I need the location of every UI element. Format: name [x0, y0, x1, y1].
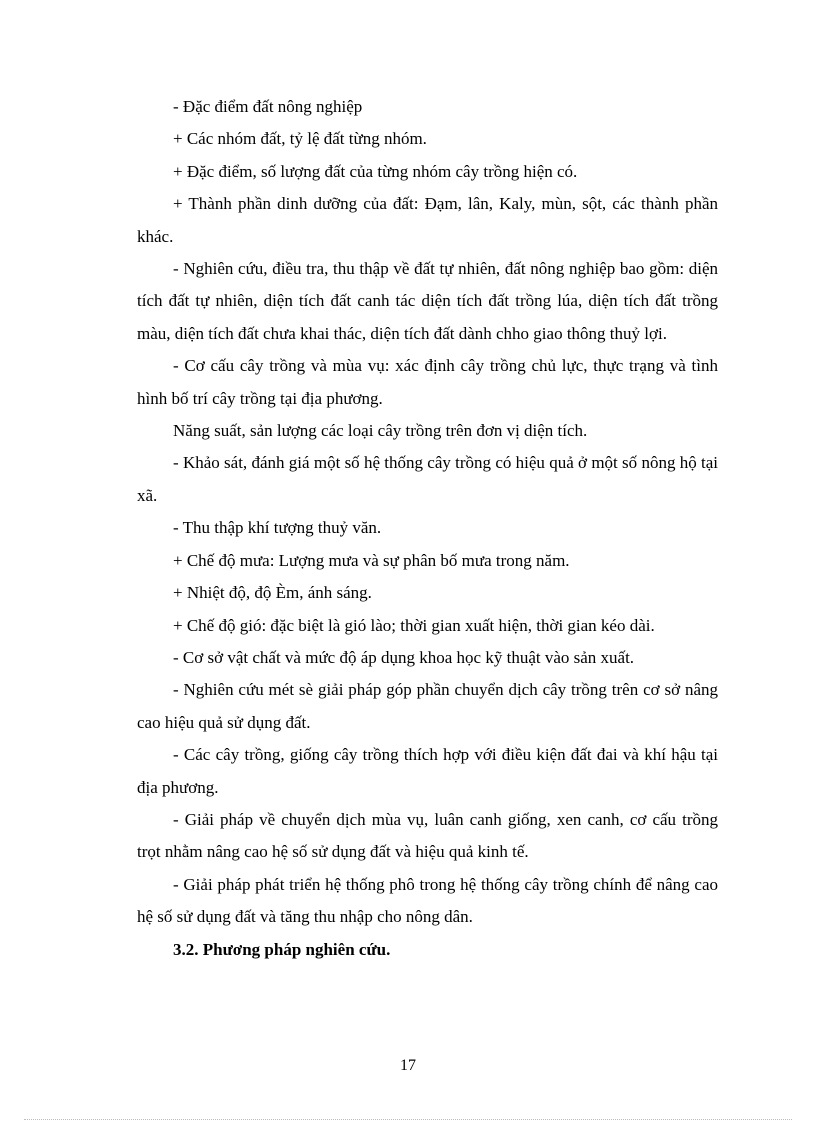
paragraph: - Giải pháp phát triển hệ thống phô trong hệ thống cây trồng chính để nâng cao hệ số sử dụng đất và tăng thu nhập cho nông dân. [137, 874, 718, 927]
paragraph: - Cơ sở vật chất và mức độ áp dụng khoa học kỹ thuật vào sản xuất. [173, 647, 635, 667]
paragraph: - Nghiên cứu mét sè giải pháp góp phần chuyển dịch cây trồng trên cơ sở nâng cao hiệu quả sử dụng đất. [137, 680, 718, 732]
paragraph: - Đặc điểm đất nông nghiệp [173, 97, 363, 116]
paragraph: + Các nhóm đất, tỷ lệ đất từng nhóm. [173, 129, 427, 149]
paragraph: - Khảo sát, đánh giá một số hệ thống cây trồng có hiệu quả ở một số nông hộ tại xã. [137, 453, 718, 505]
page-number: 17 [400, 1057, 416, 1074]
paragraph: - Giải pháp về chuyển dịch mùa vụ, luân canh giống, xen canh, cơ cấu trồng trọt nhằm nâng cao hệ số sử dụng đất và hiệu quả kinh tế. [137, 809, 718, 862]
paragraph: + Chế độ mưa: Lượng mưa và sự phân bố mưa trong năm. [173, 550, 570, 570]
page-body [137, 91, 718, 966]
page-bottom-divider [24, 1119, 792, 1120]
paragraph: - Các cây trồng, giống cây trồng thích hợp với điều kiện đất đai và khí hậu tại địa phương. [137, 745, 718, 797]
paragraph: + Chế độ gió: đặc biệt là gió lào; thời gian xuất hiện, thời gian kéo dài. [173, 615, 655, 635]
paragraph: - Nghiên cứu, điều tra, thu thập về đất tự nhiên, đất nông nghiệp bao gồm: diện tích đất tự nhiên, diện tích đất canh tác diện tích đất trồng lúa, diện tích đất trồng màu, diện tích đất chưa khai thác, diện tích đất dành chho giao thông thuỷ lợi. [137, 259, 718, 343]
paragraph: + Đặc điểm, số lượng đất của từng nhóm cây trồng hiện có. [173, 161, 578, 181]
paragraph: Năng suất, sản lượng các loại cây trồng trên đơn vị diện tích. [173, 421, 588, 441]
paragraph: + Thành phần dinh dưỡng của đất: Đạm, lân, Kaly, mùn, sột, các thành phần khác. [137, 194, 718, 246]
section-heading: 3.2. Phương pháp nghiên cứu. [173, 939, 391, 959]
paragraph: - Thu thập khí tượng thuỷ văn. [173, 518, 382, 538]
paragraph: + Nhiệt độ, độ Èm, ánh sáng. [173, 583, 372, 603]
paragraph: - Cơ cấu cây trồng và mùa vụ: xác định cây trồng chủ lực, thực trạng và tình hình bố trí cây trồng tại địa phương. [137, 356, 718, 408]
